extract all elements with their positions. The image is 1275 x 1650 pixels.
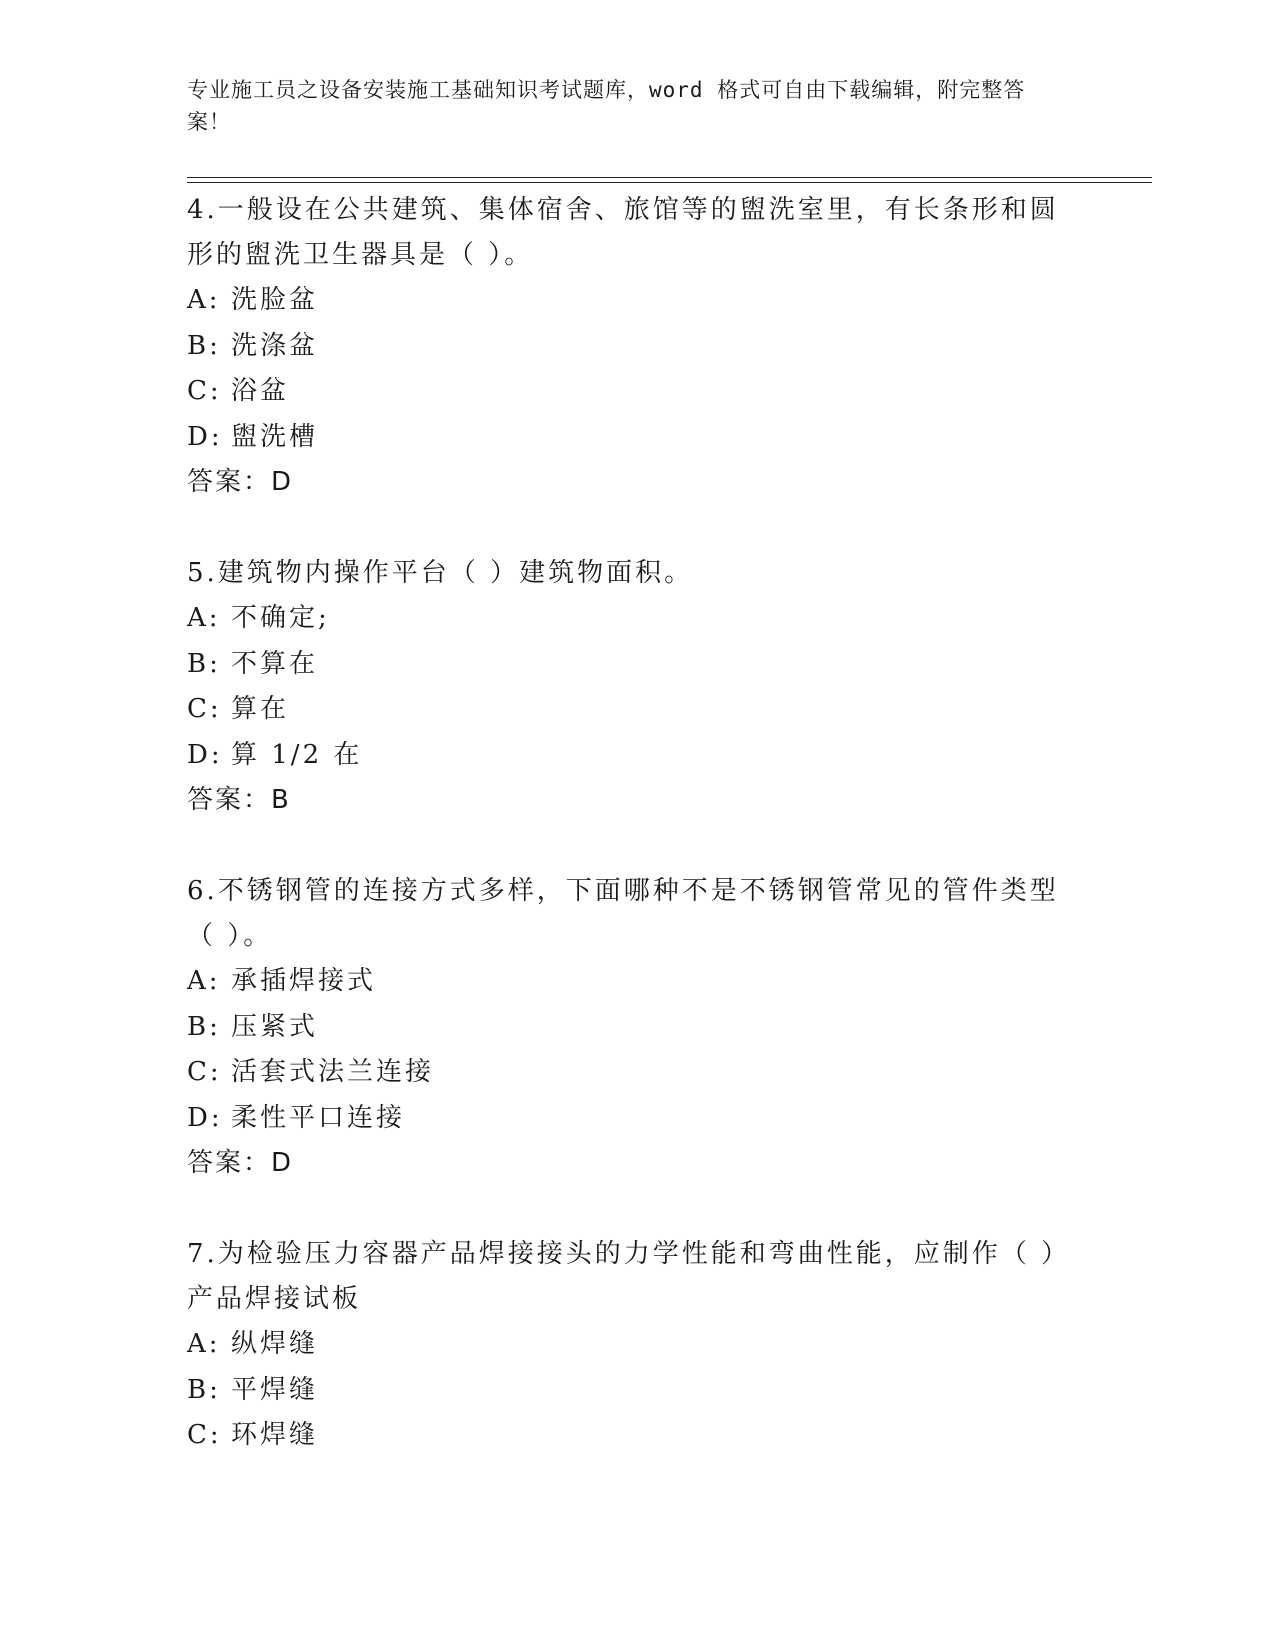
option-text: 算 1/2 在 [231, 739, 363, 770]
option-text: 盥洗槽 [231, 421, 319, 452]
option-a [187, 1322, 1067, 1368]
option-b [187, 642, 1067, 688]
option-c [187, 1050, 1067, 1096]
option-d [187, 1096, 1067, 1142]
option-letter: A: [187, 285, 221, 315]
question-5 [187, 551, 1067, 824]
question-text: 5.建筑物内操作平台（ ）建筑物面积。 [187, 558, 694, 588]
option-letter: B: [187, 330, 221, 361]
option-d [187, 415, 1067, 461]
option-c [187, 687, 1067, 733]
answer: 答案：B [187, 785, 291, 815]
question-4 [187, 188, 1067, 506]
option-text: 纵焊缝 [231, 1329, 319, 1359]
option-text: 活套式法兰连接 [231, 1057, 435, 1087]
option-letter: C: [187, 376, 222, 406]
option-c [187, 1413, 1067, 1459]
option-text: 洗涤盆 [231, 330, 319, 361]
option-a [187, 278, 1067, 324]
option-a [187, 959, 1067, 1005]
option-letter: B: [187, 1011, 221, 1042]
option-letter: B: [187, 648, 221, 679]
option-letter: A: [187, 1329, 221, 1359]
option-text: 不确定; [231, 603, 330, 633]
option-text: 压紧式 [231, 1011, 319, 1042]
option-text: 平焊缝 [231, 1374, 319, 1405]
option-text: 不算在 [231, 648, 319, 679]
option-letter: A: [187, 966, 221, 996]
option-b [187, 1368, 1067, 1414]
answer: 答案：D [187, 1148, 294, 1178]
option-d [187, 733, 1067, 779]
question-7 [187, 1232, 1067, 1459]
option-a [187, 596, 1067, 642]
option-text: 算在 [231, 694, 290, 724]
option-letter: A: [187, 603, 221, 633]
option-letter: C: [187, 1420, 222, 1450]
answer: 答案：D [187, 467, 294, 497]
header-divider-top [187, 177, 1152, 178]
question-text: 6.不锈钢管的连接方式多样，下面哪种不是不锈钢管常见的管件类型（ ）。 [187, 876, 1059, 951]
option-b [187, 324, 1067, 370]
option-text: 环焊缝 [231, 1420, 319, 1450]
option-text: 浴盆 [231, 376, 290, 406]
question-text: 4.一般设在公共建筑、集体宿舍、旅馆等的盥洗室里，有长条形和圆形的盥洗卫生器具是（ ）。 [187, 195, 1059, 270]
option-letter: C: [187, 1057, 222, 1087]
option-b [187, 1005, 1067, 1051]
option-c [187, 369, 1067, 415]
option-letter: D: [187, 739, 223, 770]
option-letter: C: [187, 694, 222, 724]
option-letter: B: [187, 1374, 221, 1405]
option-letter: D: [187, 421, 223, 452]
option-text: 柔性平口连接 [231, 1102, 406, 1133]
header-divider-bottom [187, 182, 1152, 183]
option-text: 承插焊接式 [231, 966, 377, 996]
question-6 [187, 869, 1067, 1187]
option-letter: D: [187, 1102, 223, 1133]
document-header: 专业施工员之设备安装施工基础知识考试题库，word 格式可自由下载编辑，附完整答案！ [187, 78, 1026, 134]
question-text: 7.为检验压力容器产品焊接接头的力学性能和弯曲性能，应制作（ ）产品焊接试板 [187, 1239, 1058, 1314]
option-text: 洗脸盆 [231, 285, 319, 315]
